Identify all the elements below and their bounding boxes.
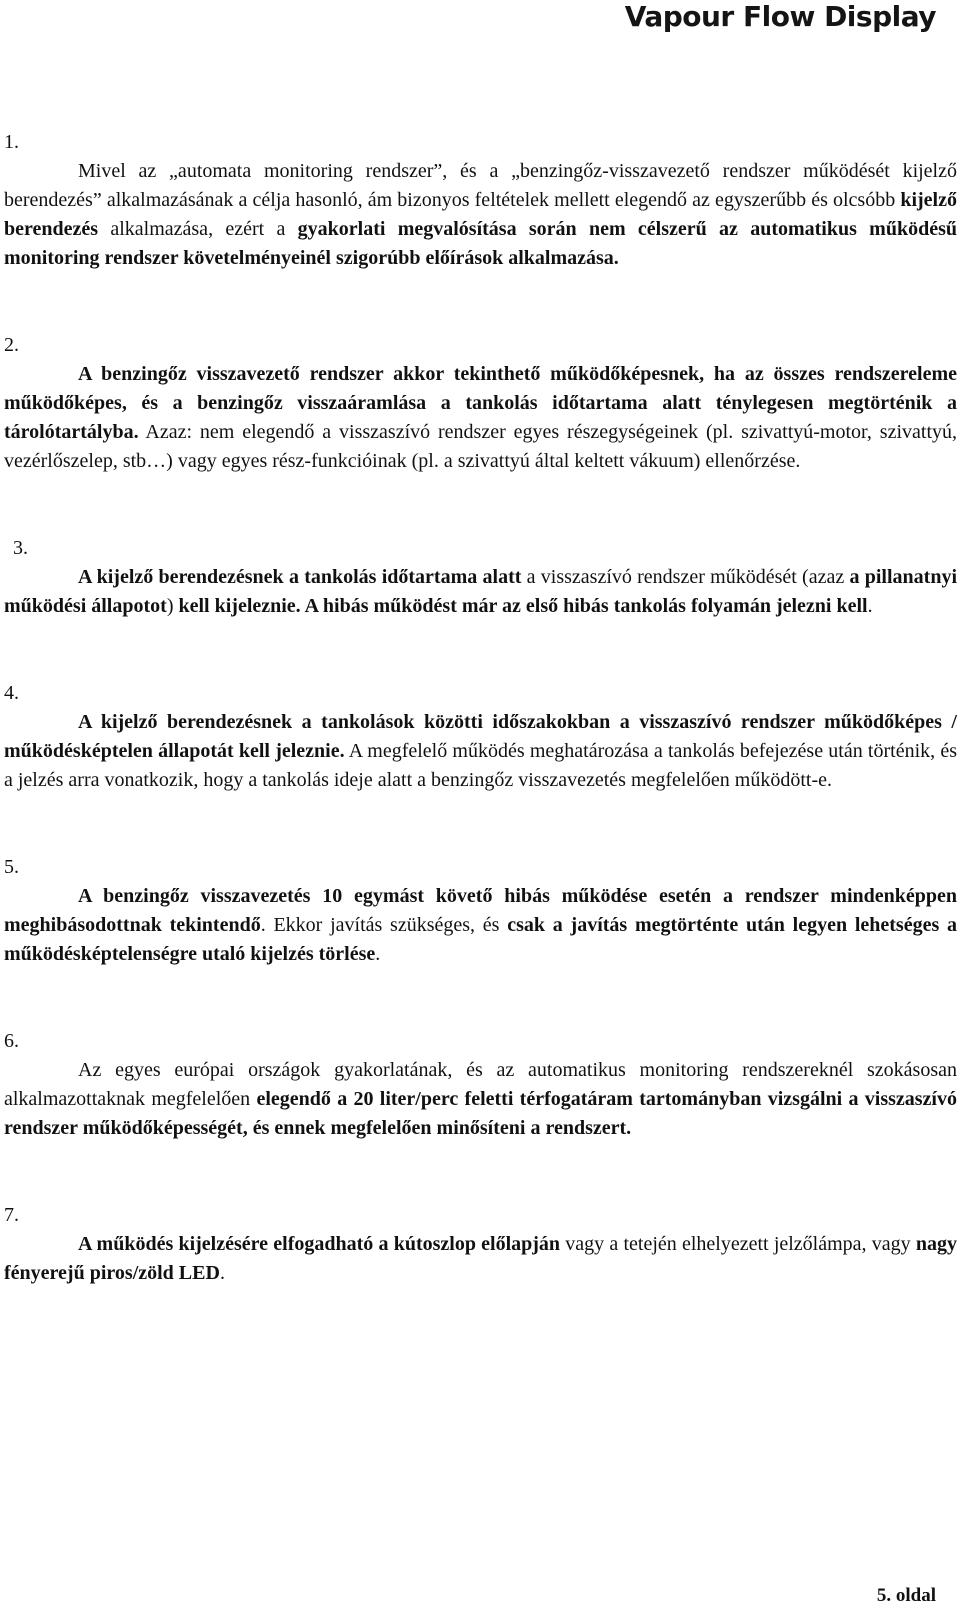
text-run-bold: A működés kijelzésére elfogadható a kútoszlop előlapján — [78, 1233, 561, 1255]
page-number: 5. oldal — [876, 1585, 936, 1606]
section-paragraph — [4, 360, 957, 476]
text-run: . — [375, 943, 381, 965]
section-7 — [4, 1201, 957, 1288]
text-run-bold: A benzingőz visszavezetés 10 egymást követő hibás működése esetén a rendszer mindenképpen meghibásodottnak tekintendő — [4, 885, 957, 936]
text-run-bold: A kijelző berendezésnek a tankolás időtartama alatt — [78, 566, 522, 588]
text-run: Azaz: nem elegendő a visszaszívó rendszer egyes részegységeinek (pl. szivattyú-motor, szivattyú, vezérlőszelep, stb…) vagy egyes rész-funkcióinak (pl. a szivattyú által keltett vákuum) ellenőrzése. — [4, 421, 957, 472]
text-run: Az egyes európai országok gyakorlatának, és az automatikus monitoring rendszereknél szokásosan alkalmazottaknak megfelelően — [4, 1059, 957, 1110]
text-run: Mivel az „automata monitoring rendszer”, és a „benzingőz-visszavezető rendszer működését kijelző berendezés” alkalmazásának a célja hasonló, ám bizonyos feltételek mellett elegendő az egyszerűbb és olcsóbb — [4, 160, 957, 211]
section-number: 6. — [4, 1030, 19, 1052]
text-run-bold: a pillanatnyi működési állapotot — [4, 566, 957, 617]
text-run: . — [867, 595, 873, 617]
text-run: vagy a tetején elhelyezett jelzőlámpa, vagy — [560, 1233, 916, 1255]
section-2 — [4, 331, 957, 476]
text-run-bold: csak a javítás megtörténte után legyen lehetséges a működésképtelenségre utaló kijelzés törlése — [4, 914, 958, 965]
text-run-bold: A kijelző berendezésnek a tankolások közötti időszakokban a visszaszívó rendszer működőképes / működésképtelen állapotát kell jeleznie. — [4, 711, 957, 762]
text-run: . Ekkor javítás szükséges, és — [260, 914, 508, 936]
section-number: 7. — [4, 1204, 19, 1226]
text-run: A megfelelő működés meghatározása a tankolás befejezése után történik, és a jelzés arra vonatkozik, hogy a tankolás ideje alatt a benzingőz visszavezetés megfelelően működött-e. — [4, 740, 957, 791]
section-paragraph — [4, 563, 957, 621]
text-run-bold: gyakorlati megvalósítása során nem célszerű az automatikus működésű monitoring rendszer követelményeinél szigorúbb előírások alkalmazása. — [4, 218, 957, 269]
text-run: . — [219, 1262, 225, 1284]
section-paragraph — [4, 882, 957, 969]
section-number: 5. — [4, 856, 19, 878]
document-header-title: Vapour Flow Display — [624, 0, 936, 33]
text-run: alkalmazása, ezért a — [98, 218, 298, 240]
text-run-bold: nagy fényerejű piros/zöld LED — [4, 1233, 957, 1284]
section-paragraph — [4, 1056, 957, 1143]
text-run-bold: A benzingőz visszavezető rendszer akkor tekinthető működőképesnek, ha az összes rendszereleme működőképes, és a benzingőz visszaáramlása a tankolás időtartama alatt ténylegesen megtörténik a tárolótartályba. — [4, 363, 957, 443]
document-body — [4, 128, 957, 1288]
section-paragraph — [4, 708, 957, 795]
text-run: a visszaszívó rendszer működését (azaz — [521, 566, 850, 588]
section-number: 1. — [4, 131, 19, 153]
section-paragraph — [4, 157, 957, 273]
section-5 — [4, 853, 957, 969]
text-run: ) — [166, 595, 179, 617]
section-6 — [4, 1027, 957, 1143]
section-number: 4. — [4, 682, 19, 704]
text-run-bold: elegendő a 20 liter/perc feletti térfogatáram tartományban vizsgálni a visszaszívó rendszer működőképességét, és ennek megfelelően minősíteni a rendszert. — [4, 1088, 957, 1139]
text-run-bold: kell kijeleznie. A hibás működést már az első hibás tankolás folyamán jelezni kell — [178, 595, 868, 617]
section-number: 2. — [4, 334, 19, 356]
text-run-bold: kijelző berendezés — [4, 189, 957, 240]
section-3 — [4, 534, 957, 621]
section-paragraph — [4, 1230, 957, 1288]
section-number: 3. — [13, 537, 28, 559]
section-1 — [4, 128, 957, 273]
section-4 — [4, 679, 957, 795]
